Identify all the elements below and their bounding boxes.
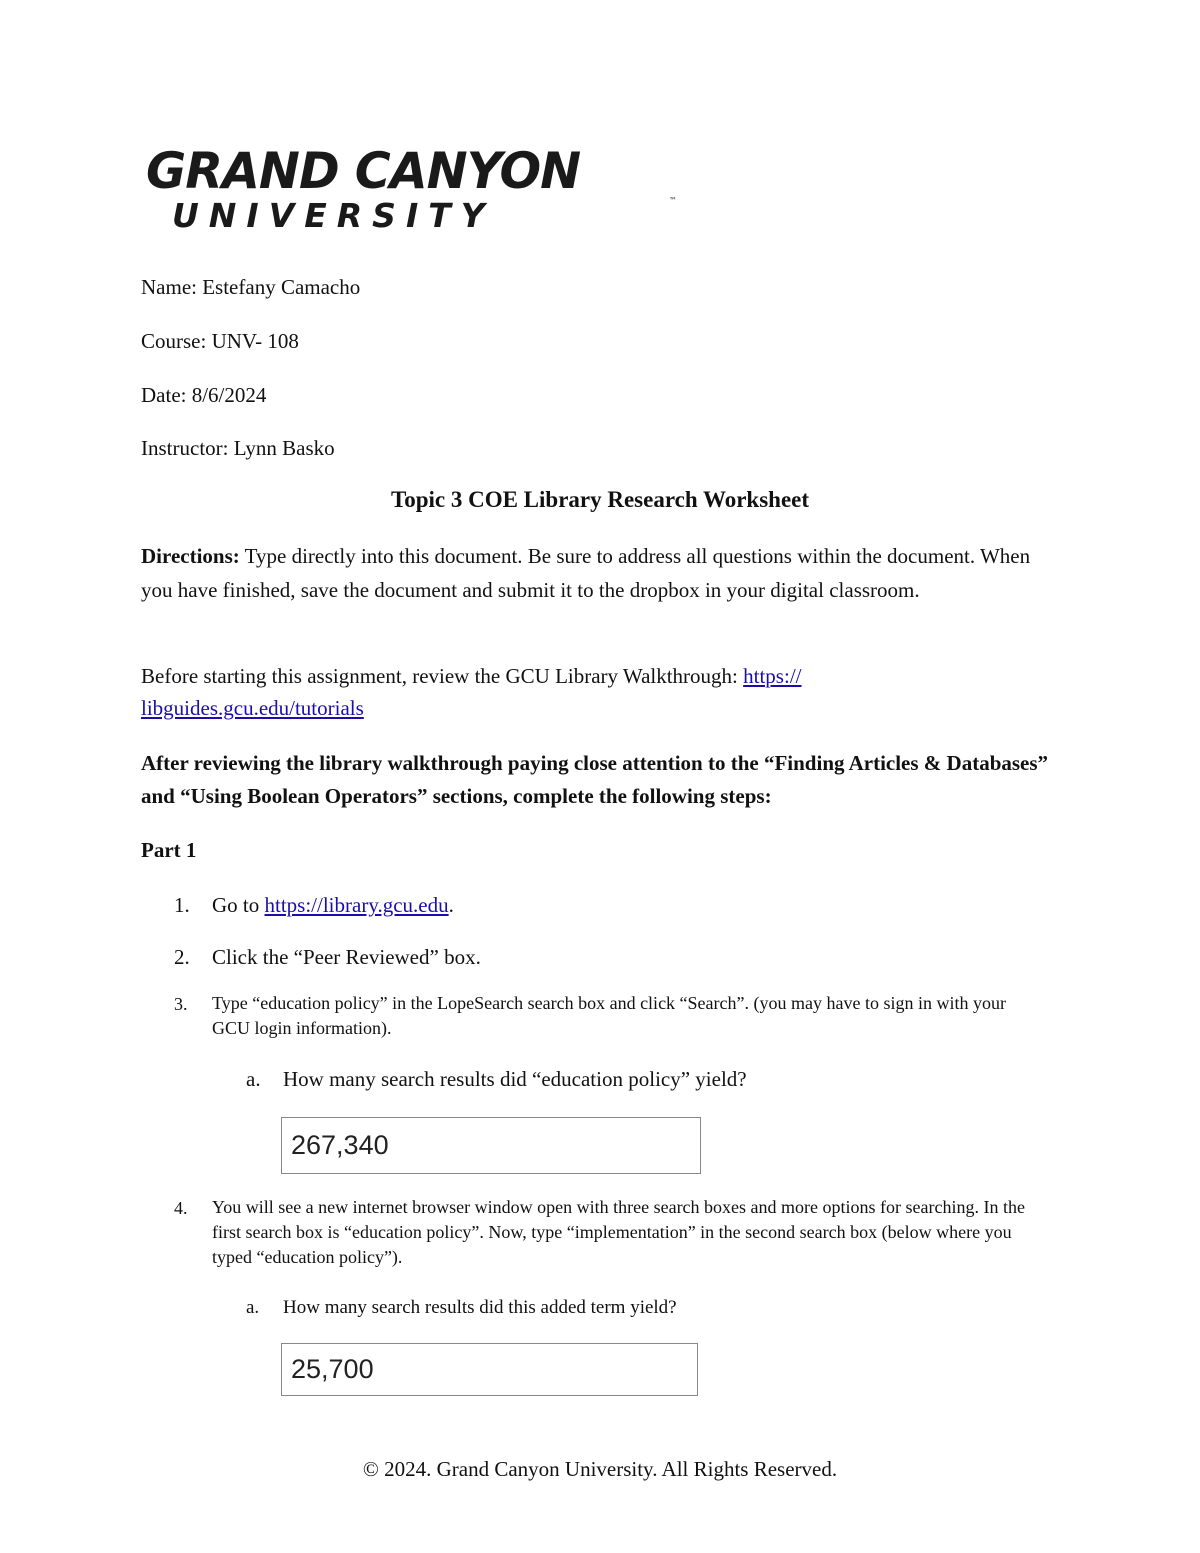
question-1-text: How many search results did “education policy” yield? — [283, 1067, 747, 1091]
step-number: 4. — [174, 1198, 188, 1218]
step-1-period: . — [448, 893, 454, 917]
student-name: Name: Estefany Camacho — [141, 275, 361, 299]
logo-line-university: UNIVERSITY — [172, 196, 495, 235]
step-1-text: Go to — [212, 893, 265, 917]
step-2: Click the “Peer Reviewed” box. — [212, 945, 481, 969]
directions-paragraph — [141, 539, 1061, 607]
question-2-text: How many search results did this added term yield? — [283, 1297, 677, 1318]
course-field: Course: UNV- 108 — [141, 329, 299, 353]
walkthrough-paragraph — [141, 660, 1061, 724]
date-field: Date: 8/6/2024 — [141, 383, 267, 407]
answer-1-field[interactable]: 267,340 — [281, 1117, 701, 1174]
step-4: You will see a new internet browser window open with three search boxes and more options for searching. In the first search box is “education policy”. Now, type “implementation” in the second search box (below where you typed “education policy”). — [212, 1197, 1025, 1267]
copyright-footer: © 2024. Grand Canyon University. All Rights Reserved. — [362, 1457, 838, 1481]
step-number: 2. — [174, 945, 190, 969]
gcu-logo — [146, 140, 677, 240]
directions-text: Type directly into this document. Be sure to address all questions within the document. When you have finished, save the document and submit it to the dropbox in your digital classroom. — [141, 544, 1031, 602]
walkthrough-text: Before starting this assignment, review the GCU Library Walkthrough: — [141, 664, 744, 688]
logo-line-grand-canyon: GRAND CANYON — [146, 142, 581, 200]
logo-trademark: ™ — [669, 196, 677, 205]
step-number: 3. — [174, 994, 188, 1014]
directions-label: Directions: — [141, 544, 240, 568]
part-heading: Part 1 — [141, 838, 197, 862]
instructions-paragraph: After reviewing the library walkthrough paying close attention to the “Finding Articles & Databases” and “Using Boolean Operators” sections, complete the following steps: — [141, 751, 1049, 808]
walkthrough-link-part2[interactable]: libguides.gcu.edu/tutorials — [141, 696, 364, 720]
step-1 — [212, 892, 1062, 918]
step-number: 1. — [174, 893, 190, 917]
question-letter: a. — [246, 1297, 260, 1318]
instructor-field: Instructor: Lynn Basko — [141, 436, 335, 460]
step-3: Type “education policy” in the LopeSearch search box and click “Search”. (you may have to sign in with your GCU login information). — [212, 993, 1006, 1038]
worksheet-title: Topic 3 COE Library Research Worksheet — [390, 487, 810, 512]
question-letter: a. — [246, 1067, 261, 1091]
library-link[interactable]: https://library.gcu.edu — [264, 893, 449, 917]
walkthrough-link-part1[interactable]: https:// — [743, 664, 802, 688]
answer-2-field[interactable]: 25,700 — [281, 1343, 698, 1396]
